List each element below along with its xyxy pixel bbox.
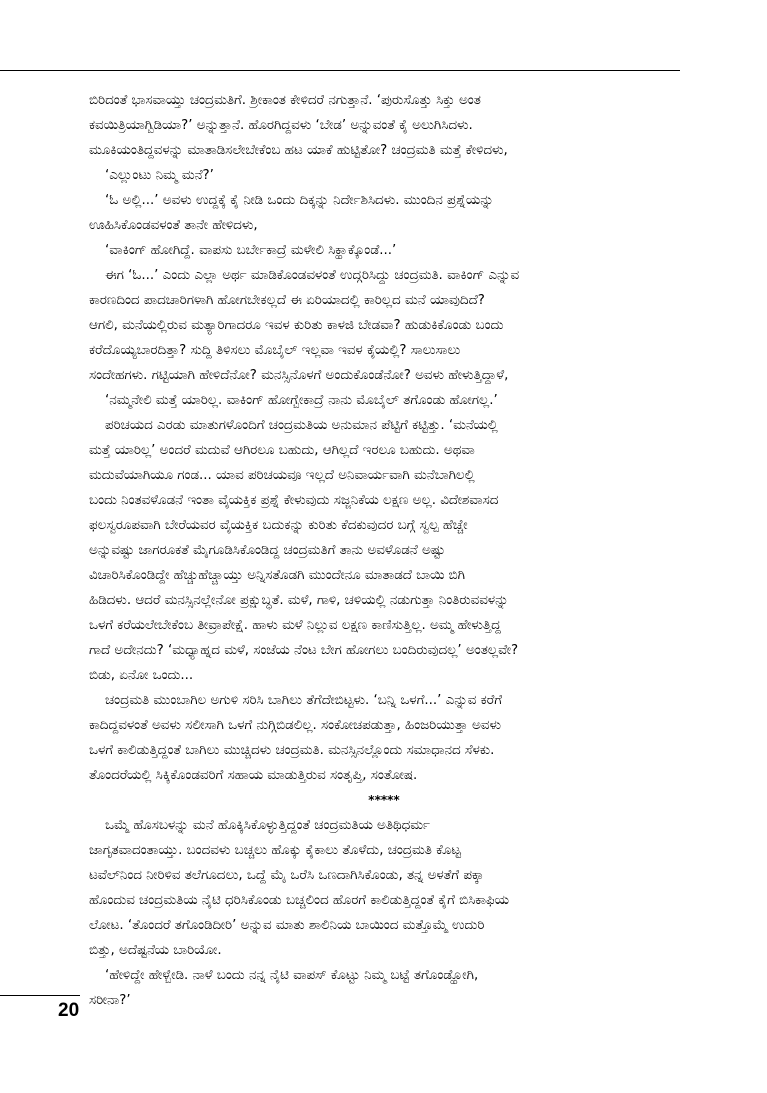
text-line: ವಿಚಾರಿಸಿಕೊಂಡಿದ್ದೇ ಹೆಚ್ಚುಹೆಚ್ಚಾಯ್ತು ಅನ್ನಿಸತೊಡಗಿ ಮುಂದೇನೂ ಮಾತಾಡದೆ ಬಾಯಿ ಬಿಗಿ: [89, 568, 466, 583]
paragraph-start: ಈಗ ‘ಓ...’ ಎಂದು ಎಲ್ಲಾ ಅರ್ಥ ಮಾಡಿಕೊಂಡವಳಂತೆ ಉದ್ಗರಿಸಿದ್ದು ಚಂದ್ರಮತಿ. ವಾಕಿಂಗ್ ಎನ್ನುವ: [105, 268, 520, 283]
dialogue-line: ‘ನಮ್ಮನೇಲಿ ಮತ್ತೆ ಯಾರಿಲ್ಲ. ವಾಕಿಂಗ್ ಹೋಗ್ಬೇಕಾದ್ರೆ ನಾನು ಮೊಬೈಲ್ ತಗೊಂಡು ಹೋಗಲ್ಲ.’: [105, 393, 498, 408]
footer-rule: [0, 995, 80, 996]
paragraph-start: ಪರಿಚಯದ ಎರಡು ಮಾತುಗಳೊಂದಿಗೆ ಚಂದ್ರಮತಿಯ ಅನುಮಾನ ಪೆಟ್ಟಿಗೆ ಕಟ್ಟಿತ್ತು. ‘ಮನೆಯಲ್ಲಿ: [105, 418, 498, 433]
paragraph-start: ಚಂದ್ರಮತಿ ಮುಂಬಾಗಿಲ ಅಗುಳಿ ಸರಿಸಿ ಬಾಗಿಲು ತೆಗೆದೇಬಿಟ್ಟಳು. ‘ಬನ್ನಿ ಒಳಗೆ...’ ಎನ್ನುವ ಕರೆಗೆ: [105, 693, 503, 708]
body-text: [89, 88, 679, 1013]
text-line: ಹಿಡಿದಳು. ಆದರೆ ಮನಸ್ಸಿನಲ್ಲೇನೋ ಪ್ರಕ್ಷುಬ್ಧತೆ. ಮಳೆ, ಗಾಳಿ, ಚಳಿಯಲ್ಲಿ ನಡುಗುತ್ತಾ ನಿಂತಿರುವವಳನ್ನು: [89, 593, 509, 608]
text-line: ಫಲಸ್ವರೂಪವಾಗಿ ಬೇರೆಯವರ ವೈಯಕ್ತಿಕ ಬದುಕನ್ನು ಕುರಿತು ಕೆದಕುವುದರ ಬಗ್ಗೆ ಸ್ವಲ್ಪ ಹೆಚ್ಚೇ: [89, 518, 468, 533]
text-line: ಬಿರಿದಂತೆ ಭಾಸವಾಯ್ತು ಚಂದ್ರಮತಿಗೆ. ಶ್ರೀಕಾಂತ ಕೇಳಿದರೆ ನಗುತ್ತಾನೆ. ‘ಪುರುಸೊತ್ತು ಸಿಕ್ತು ಅಂತ: [89, 93, 481, 108]
text-line: ಜಾಗೃತವಾದಂತಾಯ್ತು. ಬಂದವಳು ಬಚ್ಚಲು ಹೊಕ್ಕು ಕೈಕಾಲು ತೊಳೆದು, ಚಂದ್ರಮತಿ ಕೊಟ್ಟ: [89, 843, 461, 858]
text-line: ಸರೀನಾ?’: [89, 993, 131, 1008]
text-line: ಮೂಕಿಯಂತಿದ್ದವಳನ್ನು ಮಾತಾಡಿಸಲೇಬೇಕೆಂಬ ಹಟ ಯಾಕೆ ಹುಟ್ಟಿತೋ? ಚಂದ್ರಮತಿ ಮತ್ತೆ ಕೇಳಿದಳು,: [89, 143, 508, 158]
paragraph-start: ಒಮ್ಮೆ ಹೊಸಬಳನ್ನು ಮನೆ ಹೊಕ್ಕಿಸಿಕೊಳ್ಳುತ್ತಿದ್ದಂತೆ ಚಂದ್ರಮತಿಯ ಅತಿಥಿಧರ್ಮ: [105, 818, 430, 833]
dialogue-line: ‘ಓ ಅಲ್ಲಿ...’ ಅವಳು ಉದ್ದಕ್ಕೆ ಕೈ ನೀಡಿ ಒಂದು ದಿಕ್ಕನ್ನು ನಿರ್ದೇಶಿಸಿದಳು. ಮುಂದಿನ ಪ್ರಶ್ನೆಯನ್ನು: [105, 193, 494, 208]
text-line: ಆಗಲಿ, ಮನೆಯಲ್ಲಿರುವ ಮತ್ಯಾರಿಗಾದರೂ ಇವಳ ಕುರಿತು ಕಾಳಜಿ ಬೇಡವಾ? ಹುಡುಕಿಕೊಂಡು ಬಂದು: [89, 318, 504, 333]
text-line: ಲೋಟ. ‘ತೊಂದರೆ ತಗೊಂಡಿದೀರಿ’ ಅನ್ನುವ ಮಾತು ಶಾಲಿನಿಯ ಬಾಯಿಂದ ಮತ್ತೊಮ್ಮೆ ಉದುರಿ: [89, 918, 485, 933]
top-rule: [0, 70, 680, 71]
text-line: ಕರೆದೊಯ್ಯಬಾರದಿತ್ತಾ? ಸುದ್ದಿ ತಿಳಿಸಲು ಮೊಬೈಲ್ ಇಲ್ಲವಾ ಇವಳ ಕೈಯಲ್ಲಿ? ಸಾಲುಸಾಲು: [89, 343, 461, 358]
text-line: ಬಿಡು, ಏನೋ ಒಂದು...: [89, 668, 194, 683]
text-line: ಗಾದೆ ಅದೇನದು? ‘ಮಧ್ಯಾಹ್ನದ ಮಳೆ, ಸಂಜೆಯ ನೆಂಟ ಬೇಗ ಹೋಗಲು ಬಂದಿರುವುದಲ್ಲ’ ಅಂತಲ್ಲವೇ?: [89, 643, 519, 658]
text-line: ಮದುವೆಯಾಗಿಯೂ ಗಂಡ... ಯಾವ ಪರಿಚಯವೂ ಇಲ್ಲದೆ ಅನಿವಾರ್ಯವಾಗಿ ಮನೆಬಾಗಿಲಲ್ಲಿ: [89, 468, 475, 483]
text-line: ಟವೆಲ್‌ನಿಂದ ನೀರಿಳಿವ ತಲೆಗೂದಲು, ಒದ್ದೆ ಮೈ ಒರೆಸಿ ಒಣದಾಗಿಸಿಕೊಂಡು, ತನ್ನ ಅಳತೆಗೆ ಪಕ್ಕಾ: [89, 868, 484, 883]
text-line: ಕಾದಿದ್ದವಳಂತೆ ಅವಳು ಸಲೀಸಾಗಿ ಒಳಗೆ ನುಗ್ಗಿಬಿಡಲಿಲ್ಲ. ಸಂಕೋಚಪಡುತ್ತಾ, ಹಿಂಜರಿಯುತ್ತಾ ಅವಳು: [89, 718, 501, 733]
text-line: ತೊಂದರೆಯಲ್ಲಿ ಸಿಕ್ಕಿಕೊಂಡವರಿಗೆ ಸಹಾಯ ಮಾಡುತ್ತಿರುವ ಸಂತೃಪ್ತಿ, ಸಂತೋಷ.: [89, 768, 418, 783]
page-number: 20: [58, 1000, 80, 1021]
text-line: ಬಂದು ನಿಂತವಳೊಡನೆ ಇಂತಾ ವೈಯಕ್ತಿಕ ಪ್ರಶ್ನೆ ಕೇಳುವುದು ಸಜ್ಜನಿಕೆಯ ಲಕ್ಷಣ ಅಲ್ಲ. ವಿದೇಶವಾಸದ: [89, 493, 499, 508]
text-line: ಸಂದೇಹಗಳು. ಗಟ್ಟಿಯಾಗಿ ಹೇಳಿದೆನೋ? ಮನಸ್ಸಿನೊಳಗೆ ಅಂದುಕೊಂಡೆನೋ? ಅವಳು ಹೇಳುತ್ತಿದ್ದಾಳೆ,: [89, 368, 509, 383]
text-line: ಕವಯಿತ್ರಿಯಾಗ್ಬಿಡಿಯಾ?’ ಅನ್ನುತ್ತಾನೆ. ಹೊರಗಿದ್ದವಳು ‘ಬೇಡ’ ಅನ್ನುವಂತೆ ಕೈ ಅಲುಗಿಸಿದಳು.: [89, 118, 473, 133]
text-line: ಊಹಿಸಿಕೊಂಡವಳಂತೆ ತಾನೇ ಹೇಳಿದಳು,: [89, 218, 258, 233]
text-line: ಒಳಗೆ ಕಾಲಿಡುತ್ತಿದ್ದಂತೆ ಬಾಗಿಲು ಮುಚ್ಚಿದಳು ಚಂದ್ರಮತಿ. ಮನಸ್ಸಿನಲ್ಲೊಂದು ಸಮಾಧಾನದ ಸೆಳಕು.: [89, 743, 495, 758]
text-line: ಅನ್ನುವಷ್ಟು ಜಾಗರೂಕತೆ ಮೈಗೂಡಿಸಿಕೊಂಡಿದ್ದ ಚಂದ್ರಮತಿಗೆ ತಾನು ಅವಳೊಡನೆ ಅಷ್ಟು: [89, 543, 446, 558]
text-line: ಮತ್ತೆ ಯಾರಿಲ್ಲ’ ಅಂದರೆ ಮದುವೆ ಆಗಿರಲೂ ಬಹುದು, ಆಗಿಲ್ಲದೆ ಇರಲೂ ಬಹುದು. ಅಥವಾ: [89, 443, 475, 458]
section-separator: *****: [368, 793, 400, 807]
text-line: ಕಾರಣದಿಂದ ಪಾದಚಾರಿಗಳಾಗಿ ಹೋಗಬೇಕಲ್ಲದೆ ಈ ಏರಿಯಾದಲ್ಲಿ ಕಾರಿಲ್ಲದ ಮನೆ ಯಾವುದಿದೆ?: [89, 293, 485, 308]
dialogue-line: ‘ಎಲ್ಲುಂಟು ನಿಮ್ಮ ಮನೆ?’: [105, 168, 214, 183]
dialogue-line: ‘ಹೇಳಿದ್ದೇ ಹೇಳ್ಬೇಡಿ. ನಾಳೆ ಬಂದು ನನ್ನ ನೈಟಿ ವಾಪಸ್ ಕೊಟ್ಟು ನಿಮ್ಮ ಬಟ್ಟೆ ತಗೊಂಡ್ಹೋಗಿ,: [105, 968, 479, 983]
dialogue-line: ‘ವಾಕಿಂಗ್ ಹೋಗಿದ್ದೆ. ವಾಪಸು ಬರ್ಬೇಕಾದ್ರೆ ಮಳೇಲಿ ಸಿಕ್ಹಾಕ್ಕೊಂಡೆ...’: [105, 243, 397, 258]
text-line: ಹೊಂದುವ ಚಂದ್ರಮತಿಯ ನೈಟಿ ಧರಿಸಿಕೊಂಡು ಬಚ್ಚಲಿಂದ ಹೊರಗೆ ಕಾಲಿಡುತ್ತಿದ್ದಂತೆ ಕೈಗೆ ಬಿಸಿಕಾಫಿಯ: [89, 893, 509, 908]
text-line: ಬಿತ್ತು, ಅದೆಷ್ಟನೆಯ ಬಾರಿಯೋ.: [89, 943, 222, 958]
text-line: ಒಳಗೆ ಕರೆಯಲೇಬೇಕೆಂಬ ತೀವ್ರಾಪೇಕ್ಷೆ. ಹಾಳು ಮಳೆ ನಿಲ್ಲುವ ಲಕ್ಷಣ ಕಾಣಿಸುತ್ತಿಲ್ಲ. ಅಮ್ಮ ಹೇಳುತ್ತಿದ್ದ: [89, 618, 501, 633]
